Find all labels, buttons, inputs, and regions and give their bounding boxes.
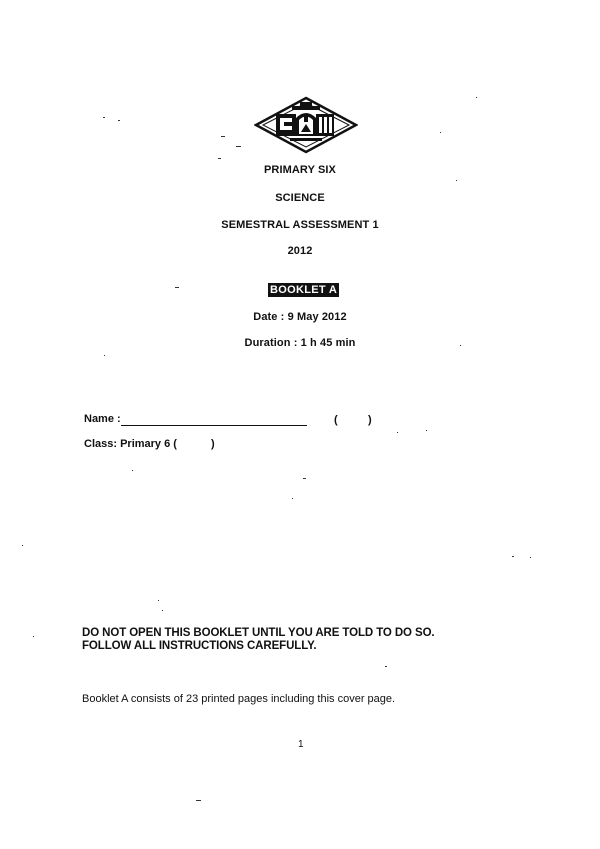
scan-speck [118, 120, 120, 121]
scan-speck [460, 345, 461, 346]
scan-speck [440, 132, 441, 133]
assessment-heading: SEMESTRAL ASSESSMENT 1 [221, 219, 379, 231]
instruction-line-2: FOLLOW ALL INSTRUCTIONS CAREFULLY. [82, 640, 317, 652]
scan-speck [158, 600, 159, 601]
scan-speck [221, 136, 225, 137]
exam-duration: Duration : 1 h 45 min [244, 337, 356, 349]
scan-speck [104, 355, 105, 356]
year-heading: 2012 [287, 245, 313, 257]
instruction-line-1: DO NOT OPEN THIS BOOKLET UNTIL YOU ARE TOLD TO DO SO. [82, 627, 435, 639]
class-label: Class: Primary 6 ( [84, 438, 177, 450]
scan-speck [426, 430, 427, 431]
scan-speck [385, 666, 387, 667]
subject-heading: SCIENCE [275, 192, 325, 204]
scan-speck [397, 432, 398, 433]
level-heading: PRIMARY SIX [263, 164, 336, 176]
name-blank-line [121, 425, 307, 426]
scan-speck [103, 117, 105, 118]
scan-speck [236, 146, 241, 147]
school-crest-logo [254, 96, 358, 154]
name-paren-close: ) [368, 414, 372, 426]
scan-speck [132, 470, 133, 471]
scan-speck [303, 478, 306, 479]
class-paren-close: ) [211, 438, 215, 450]
scan-speck [33, 636, 34, 637]
exam-date: Date : 9 May 2012 [253, 311, 347, 323]
page-number: 1 [298, 739, 304, 750]
booklet-badge: BOOKLET A [270, 284, 338, 296]
scan-speck [162, 610, 163, 611]
name-label: Name : [84, 413, 121, 425]
scan-speck [530, 557, 531, 558]
scan-speck [476, 97, 477, 98]
scan-speck [175, 287, 179, 288]
scan-speck [22, 545, 23, 546]
scan-speck [456, 180, 457, 181]
scan-speck [512, 556, 514, 557]
name-paren-open: ( [334, 414, 338, 426]
scan-speck [292, 498, 293, 499]
scan-speck [196, 800, 201, 801]
booklet-info: Booklet A consists of 23 printed pages including this cover page. [82, 693, 396, 705]
scan-speck [218, 158, 221, 159]
